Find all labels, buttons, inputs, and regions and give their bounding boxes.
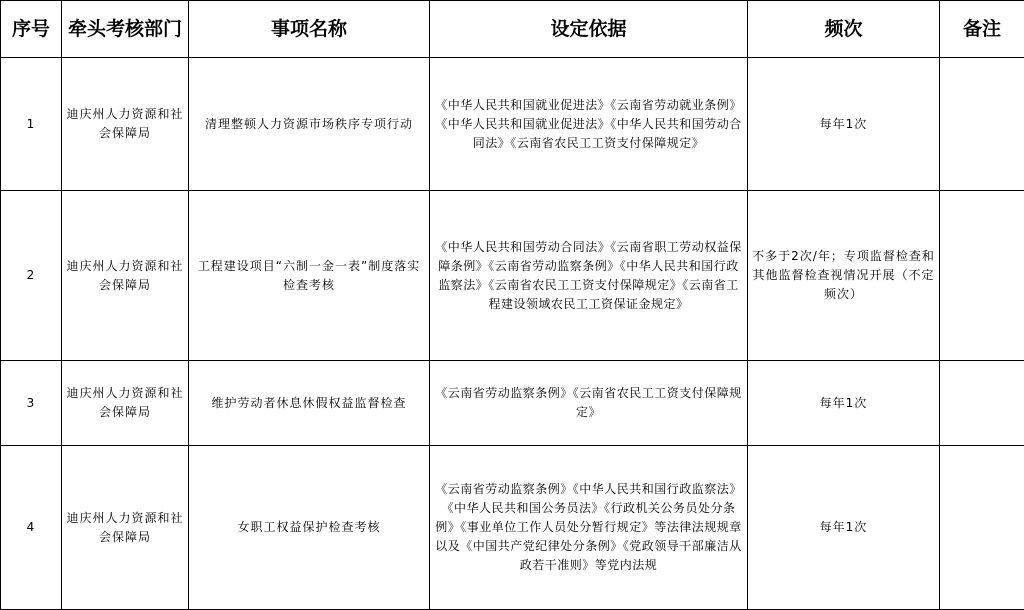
row-frequency: 不多于2次/年；专项监督检查和其他监督检查视情况开展（不定频次） bbox=[748, 191, 940, 361]
row-item-name: 工程建设项目“六制一金一表”制度落实检查考核 bbox=[189, 191, 430, 361]
table-row bbox=[1, 191, 1024, 361]
row-frequency: 每年1次 bbox=[748, 361, 940, 446]
row-remarks bbox=[940, 361, 1024, 446]
row-item-name: 维护劳动者休息休假权益监督检查 bbox=[189, 361, 430, 446]
row-lead-department: 迪庆州人力资源和社会保障局 bbox=[62, 58, 189, 191]
header-row bbox=[1, 1, 1024, 58]
header-index: 序号 bbox=[1, 1, 62, 58]
row-lead-department: 迪庆州人力资源和社会保障局 bbox=[62, 446, 189, 610]
header-lead-department: 牵头考核部门 bbox=[62, 1, 189, 58]
header-basis: 设定依据 bbox=[430, 1, 748, 58]
header-frequency: 频次 bbox=[748, 1, 940, 58]
row-basis: 《云南省劳动监察条例》《中华人民共和国行政监察法》《中华人民共和国公务员法》《行政机关公务员处分条例》《事业单位工作人员处分暂行规定》等法律法规规章以及《中国共产党纪律处分条例》《党政领导干部廉洁从政若干准则》等党内法规 bbox=[430, 446, 748, 610]
row-lead-department: 迪庆州人力资源和社会保障局 bbox=[62, 191, 189, 361]
row-frequency: 每年1次 bbox=[748, 58, 940, 191]
row-item-name: 清理整顿人力资源市场秩序专项行动 bbox=[189, 58, 430, 191]
row-index: 4 bbox=[1, 446, 62, 610]
row-basis: 《云南省劳动监察条例》《云南省农民工工资支付保障规定》 bbox=[430, 361, 748, 446]
row-remarks bbox=[940, 191, 1024, 361]
row-index: 1 bbox=[1, 58, 62, 191]
row-lead-department: 迪庆州人力资源和社会保障局 bbox=[62, 361, 189, 446]
row-item-name: 女职工权益保护检查考核 bbox=[189, 446, 430, 610]
header-item-name: 事项名称 bbox=[189, 1, 430, 58]
row-remarks bbox=[940, 446, 1024, 610]
table-row bbox=[1, 58, 1024, 191]
row-basis: 《中华人民共和国劳动合同法》《云南省职工劳动权益保障条例》《云南省劳动监察条例》《中华人民共和国行政监察法》《云南省农民工工资支付保障规定》《云南省工程建设领域农民工工资保证金规定》 bbox=[430, 191, 748, 361]
row-index: 3 bbox=[1, 361, 62, 446]
header-remarks: 备注 bbox=[940, 1, 1024, 58]
row-index: 2 bbox=[1, 191, 62, 361]
table-row bbox=[1, 361, 1024, 446]
row-remarks bbox=[940, 58, 1024, 191]
table-row bbox=[1, 446, 1024, 610]
row-frequency: 每年1次 bbox=[748, 446, 940, 610]
row-basis: 《中华人民共和国就业促进法》《云南省劳动就业条例》《中华人民共和国就业促进法》《中华人民共和国劳动合同法》《云南省农民工工资支付保障规定》 bbox=[430, 58, 748, 191]
